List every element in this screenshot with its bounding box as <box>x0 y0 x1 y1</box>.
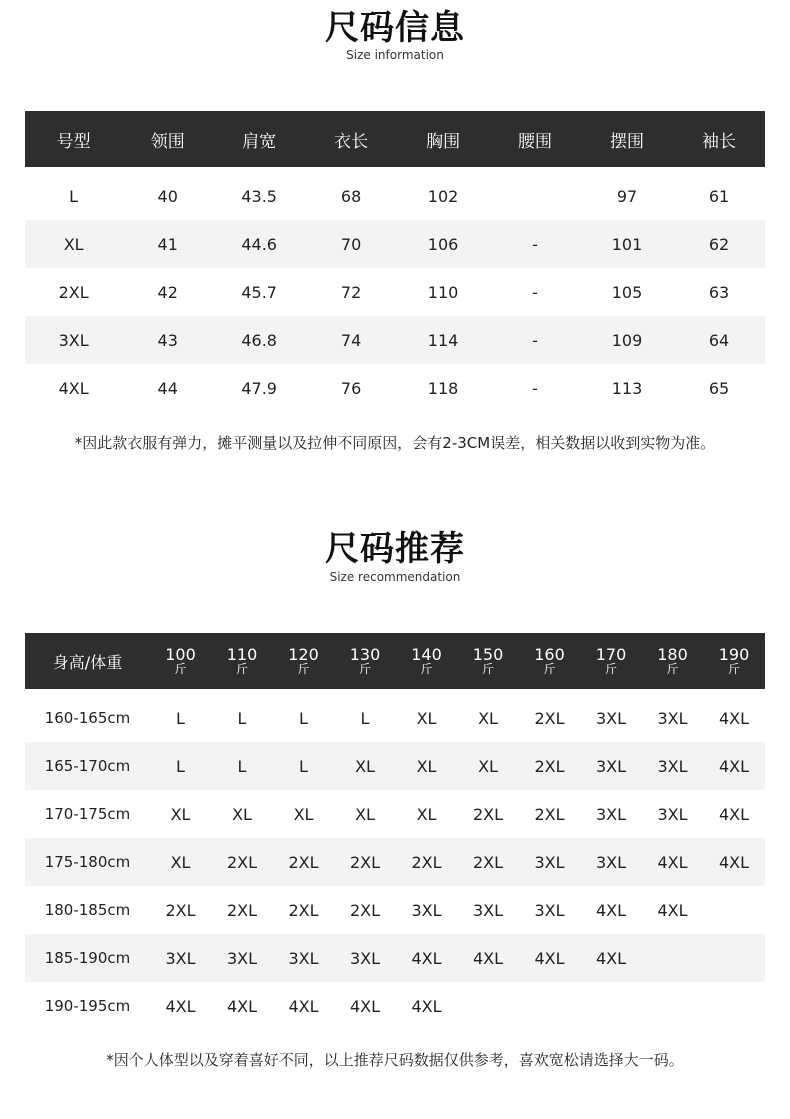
weight-value: 130 <box>349 645 381 664</box>
recommended-size-cell: 3XL <box>334 934 396 982</box>
size-rec-weight-header <box>703 633 765 689</box>
recommended-size-cell: 2XL <box>211 838 273 886</box>
recommended-size-cell: 4XL <box>595 900 627 920</box>
recommended-size-cell <box>703 886 765 934</box>
recommended-size-cell <box>580 982 642 1030</box>
size-rec-weight-header <box>273 633 334 689</box>
size-info-header-cell: 腰围 <box>489 111 581 167</box>
size-info-header-cell: 摆围 <box>581 111 673 167</box>
recommended-size-cell: 4XL <box>411 996 442 1016</box>
recommended-size-cell: 4XL <box>580 934 642 982</box>
size-info-cell: - <box>489 220 581 268</box>
size-info-row <box>25 364 765 412</box>
size-info-table <box>25 111 765 412</box>
recommended-size-cell: 4XL <box>396 934 457 982</box>
recommended-size-cell: 3XL <box>211 934 273 982</box>
size-info-cell: 44.6 <box>213 220 305 268</box>
size-info-header-cell: 号型 <box>25 111 122 167</box>
size-info-subtitle: Size information <box>346 48 444 62</box>
recommended-size-cell <box>642 934 703 982</box>
size-info-cell: 118 <box>427 378 459 398</box>
size-info-cell: 62 <box>673 220 765 268</box>
recommended-size-cell: L <box>299 708 308 728</box>
size-rec-weight-header <box>519 633 580 689</box>
recommended-size-cell: 3XL <box>580 742 642 790</box>
size-info-header-cell: 肩宽 <box>213 111 305 167</box>
recommended-size-cell: L <box>176 708 185 728</box>
size-info-header-cell: 胸围 <box>397 111 489 167</box>
height-range-cell: 175-180cm <box>25 838 150 886</box>
recommended-size-cell: 4XL <box>703 838 765 886</box>
size-rec-weight-header <box>580 633 642 689</box>
size-rec-weight-header <box>334 633 396 689</box>
weight-unit: 斤 <box>358 662 371 676</box>
size-info-cell: 65 <box>708 378 730 398</box>
size-info-row <box>25 268 765 316</box>
weight-value: 160 <box>534 645 565 664</box>
size-info-cell: 102 <box>427 186 459 206</box>
size-rec-weight-header <box>150 633 211 689</box>
recommended-size-cell: 2XL <box>165 900 196 920</box>
weight-value: 100 <box>165 645 196 664</box>
size-rec-row <box>25 790 765 838</box>
size-info-cell: 2XL <box>58 282 89 302</box>
recommended-size-cell <box>703 982 765 1030</box>
size-info-cell: 68 <box>340 186 362 206</box>
recommended-size-cell: XL <box>416 804 437 824</box>
weight-value: 140 <box>411 645 442 664</box>
recommended-size-cell: 2XL <box>334 838 396 886</box>
size-info-cell: L <box>69 186 79 206</box>
size-rec-weight-header <box>211 633 273 689</box>
size-rec-weight-header <box>457 633 519 689</box>
weight-value: 150 <box>472 645 504 664</box>
recommended-size-cell: 4XL <box>288 996 319 1016</box>
recommended-size-cell: 3XL <box>642 742 703 790</box>
size-info-cell: 47.9 <box>241 378 277 398</box>
weight-unit: 斤 <box>297 662 310 676</box>
size-info-cell: 105 <box>611 282 643 302</box>
size-info-header-cell: 衣长 <box>305 111 397 167</box>
recommended-size-cell: 3XL <box>657 804 688 824</box>
weight-unit: 斤 <box>235 662 248 676</box>
size-info-header-cell: 领围 <box>122 111 213 167</box>
size-info-header-cell: 袖长 <box>673 111 765 167</box>
recommended-size-cell: 2XL <box>288 900 319 920</box>
size-info-cell: 45.7 <box>241 282 277 302</box>
recommended-size-cell: 3XL <box>657 708 688 728</box>
size-rec-row <box>25 694 765 742</box>
size-info-header-row <box>25 111 765 167</box>
recommended-size-cell: XL <box>355 804 375 824</box>
size-rec-corner-header: 身高/体重 <box>25 633 150 689</box>
recommended-size-cell: 2XL <box>472 804 504 824</box>
recommended-size-cell: 3XL <box>411 900 442 920</box>
recommended-size-cell: XL <box>416 708 437 728</box>
size-info-cell: 44 <box>157 378 178 398</box>
recommended-size-cell: XL <box>232 804 252 824</box>
weight-unit: 斤 <box>604 662 617 676</box>
recommended-size-cell: 3XL <box>519 838 580 886</box>
recommended-size-cell <box>457 982 519 1030</box>
size-info-cell: XL <box>25 220 122 268</box>
recommended-size-cell: 4XL <box>165 996 196 1016</box>
size-info-cell: 114 <box>397 316 489 364</box>
size-info-cell: 109 <box>581 316 673 364</box>
weight-value: 110 <box>226 645 258 664</box>
recommended-size-cell: XL <box>170 804 191 824</box>
height-range-cell: 190-195cm <box>44 997 131 1015</box>
size-info-cell: 61 <box>708 186 730 206</box>
recommended-size-cell: 2XL <box>273 838 334 886</box>
recommended-size-cell: 2XL <box>519 742 580 790</box>
recommended-size-cell: 4XL <box>226 996 258 1016</box>
weight-unit: 斤 <box>420 662 433 676</box>
height-range-cell: 160-165cm <box>44 709 131 727</box>
size-info-row <box>25 316 765 364</box>
size-info-cell: 41 <box>122 220 213 268</box>
recommended-size-cell: 4XL <box>519 934 580 982</box>
weight-unit: 斤 <box>543 662 556 676</box>
size-info-note: *因此款衣服有弹力，摊平测量以及拉伸不同原因，会有2-3CM误差，相关数据以收到实物为准。 <box>74 434 716 452</box>
size-info-cell: - <box>532 378 538 398</box>
size-rec-note: *因个人体型以及穿着喜好不同，以上推荐尺码数据仅供参考，喜欢宽松请选择大一码。 <box>106 1051 684 1069</box>
recommended-size-cell: L <box>150 742 211 790</box>
size-rec-weight-header <box>642 633 703 689</box>
size-info-cell: 40 <box>157 186 178 206</box>
size-info-cell: 97 <box>616 186 638 206</box>
recommended-size-cell: 4XL <box>657 900 688 920</box>
recommended-size-cell: 2XL <box>349 900 381 920</box>
size-info-cell: 46.8 <box>213 316 305 364</box>
recommended-size-cell: 3XL <box>595 804 627 824</box>
height-range-cell: 170-175cm <box>44 805 131 823</box>
recommended-size-cell: XL <box>396 742 457 790</box>
weight-value: 120 <box>288 645 319 664</box>
weight-value: 170 <box>595 645 627 664</box>
size-info-cell: 113 <box>611 378 643 398</box>
recommended-size-cell: 3XL <box>595 708 627 728</box>
recommended-size-cell: 3XL <box>472 900 504 920</box>
weight-unit: 斤 <box>174 662 187 676</box>
recommended-size-cell: L <box>360 708 370 728</box>
recommended-size-cell: 4XL <box>349 996 381 1016</box>
size-rec-row <box>25 838 765 886</box>
recommended-size-cell: 3XL <box>534 900 565 920</box>
weight-unit: 斤 <box>727 662 740 676</box>
size-info-row <box>25 172 765 220</box>
recommended-size-cell <box>519 982 580 1030</box>
size-info-cell: 76 <box>340 378 362 398</box>
recommended-size-cell <box>703 934 765 982</box>
height-range-cell: 180-185cm <box>44 901 131 919</box>
size-info-cell: 4XL <box>58 378 89 398</box>
size-rec-header-row <box>25 633 765 689</box>
size-info-cell: - <box>532 282 538 302</box>
recommended-size-cell: 4XL <box>457 934 519 982</box>
recommended-size-cell: L <box>273 742 334 790</box>
size-rec-title: 尺码推荐 <box>325 529 465 569</box>
recommended-size-cell: 2XL <box>534 804 565 824</box>
recommended-size-cell: XL <box>334 742 396 790</box>
size-rec-subtitle: Size recommendation <box>329 570 461 584</box>
size-info-cell: 3XL <box>25 316 122 364</box>
weight-value: 190 <box>718 645 750 664</box>
size-info-cell: 43.5 <box>241 186 277 206</box>
recommended-size-cell: 2XL <box>457 838 519 886</box>
size-rec-table <box>25 633 765 1030</box>
size-rec-row <box>25 886 765 934</box>
recommended-size-cell: 3XL <box>150 934 211 982</box>
size-info-title: 尺码信息 <box>325 8 465 48</box>
size-info-cell: - <box>489 316 581 364</box>
size-info-cell: 110 <box>427 282 459 302</box>
size-info-cell: 43 <box>122 316 213 364</box>
size-rec-weight-header <box>396 633 457 689</box>
recommended-size-cell: 2XL <box>534 708 565 728</box>
size-rec-row <box>25 742 765 790</box>
recommended-size-cell: L <box>237 708 247 728</box>
recommended-size-cell: XL <box>457 742 519 790</box>
size-info-cell <box>489 172 581 220</box>
size-rec-row <box>25 934 765 982</box>
recommended-size-cell: 3XL <box>580 838 642 886</box>
size-info-cell: 101 <box>581 220 673 268</box>
weight-unit: 斤 <box>666 662 679 676</box>
recommended-size-cell: 4XL <box>718 804 750 824</box>
weight-value: 180 <box>657 645 688 664</box>
size-info-cell: 63 <box>708 282 730 302</box>
recommended-size-cell: L <box>211 742 273 790</box>
size-info-cell: 64 <box>673 316 765 364</box>
size-info-row <box>25 220 765 268</box>
size-info-cell: 106 <box>397 220 489 268</box>
height-range-cell: 165-170cm <box>25 742 150 790</box>
recommended-size-cell <box>642 982 703 1030</box>
size-info-cell: 42 <box>157 282 178 302</box>
size-info-cell: 74 <box>305 316 397 364</box>
height-range-cell: 185-190cm <box>25 934 150 982</box>
size-rec-row <box>25 982 765 1030</box>
recommended-size-cell: 2XL <box>396 838 457 886</box>
recommended-size-cell: 4XL <box>703 742 765 790</box>
weight-unit: 斤 <box>481 662 494 676</box>
recommended-size-cell: XL <box>293 804 314 824</box>
recommended-size-cell: XL <box>150 838 211 886</box>
recommended-size-cell: XL <box>478 708 498 728</box>
size-info-cell: 72 <box>340 282 362 302</box>
recommended-size-cell: 4XL <box>718 708 750 728</box>
recommended-size-cell: 2XL <box>226 900 258 920</box>
recommended-size-cell: 3XL <box>273 934 334 982</box>
recommended-size-cell: 4XL <box>642 838 703 886</box>
size-info-cell: 70 <box>305 220 397 268</box>
